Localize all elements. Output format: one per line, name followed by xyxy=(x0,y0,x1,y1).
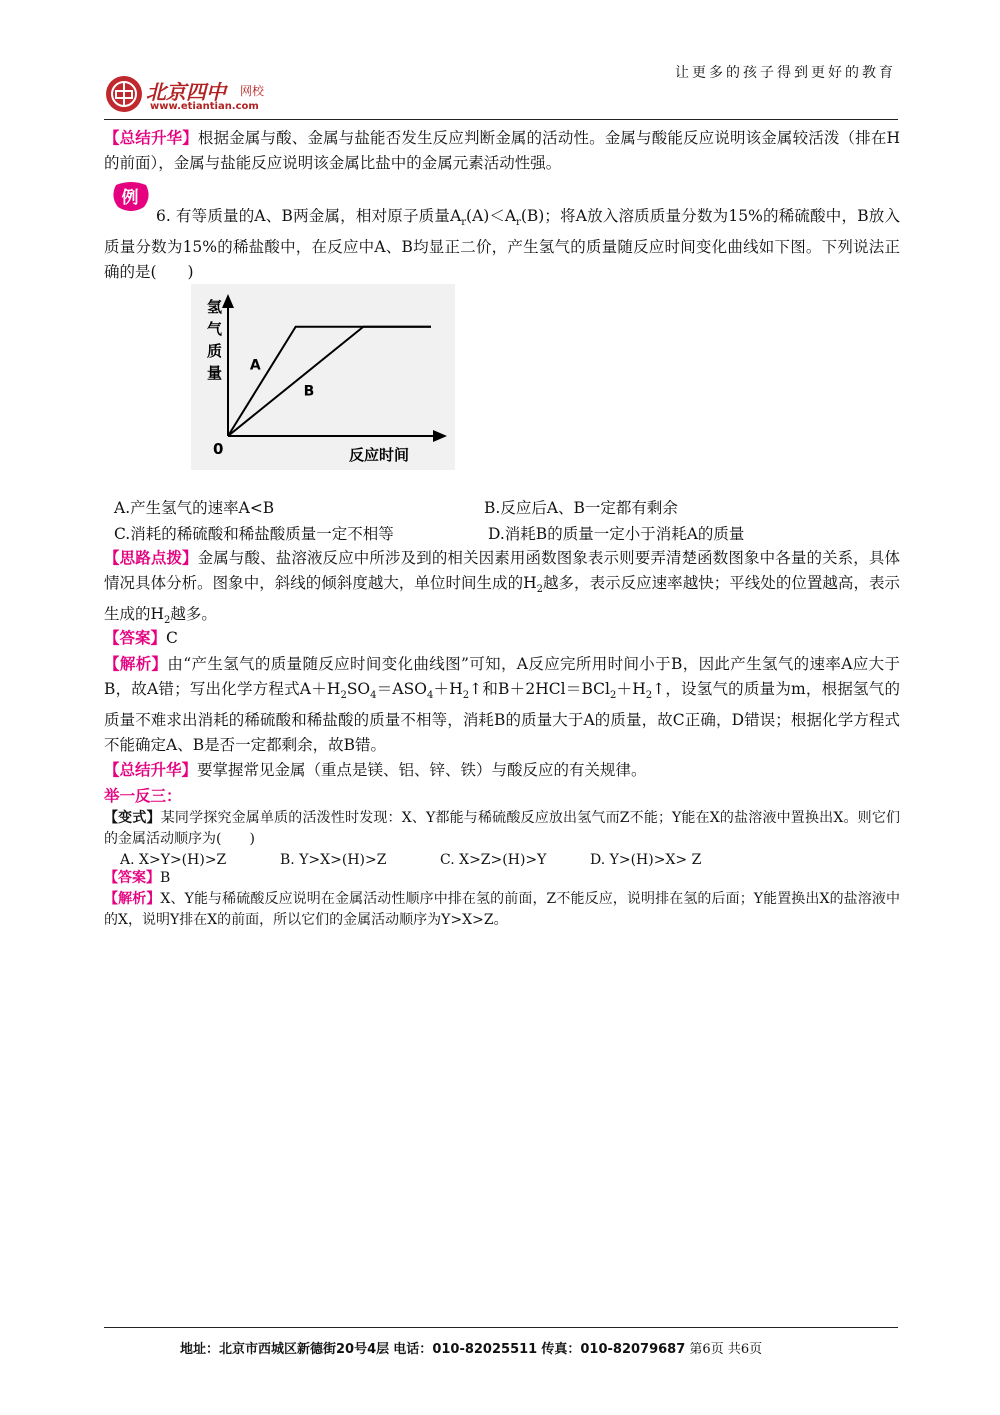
summary-2-tag: 【总结升华】 xyxy=(104,761,198,779)
y-label-char-3: 质 xyxy=(207,342,223,360)
example-stem-a: 有等质量的A、B两金属，相对原子质量A xyxy=(175,207,462,225)
footer-divider xyxy=(104,1327,898,1328)
footer-fax-label: 传真： xyxy=(541,1342,581,1357)
sub-r-2: r xyxy=(516,217,521,229)
example-number: 6. xyxy=(156,207,171,225)
practice-option-c: C. X>Z>(H)>Y xyxy=(440,852,547,868)
practice-title xyxy=(104,784,900,809)
option-c: C.消耗的稀硫酸和稀盐酸质量一定不相等 xyxy=(114,525,394,543)
footer-phone-label: 电话： xyxy=(393,1342,433,1357)
example-stem xyxy=(104,204,900,285)
practice-title-text: 举一反三： xyxy=(104,787,182,805)
header-divider xyxy=(104,119,898,120)
option-a: A.产生氢气的速率A<B xyxy=(114,499,275,517)
footer xyxy=(180,1338,762,1357)
y-label-char-4: 量 xyxy=(207,364,223,382)
an-sub-a: 2 xyxy=(340,690,347,702)
practice-answer-value: B xyxy=(160,870,171,886)
option-d: D.消耗B的质量一定小于消耗A的质量 xyxy=(488,525,745,543)
summary-paragraph-2 xyxy=(104,758,900,783)
analysis-1-p6: ＋H xyxy=(616,680,646,698)
hint-sub-2: 2 xyxy=(164,615,171,627)
analysis-1-p1: 由“产生氢气的质量随反应时间变化曲线图”可知，A反应完所用时间小于B，因此产生氢气的速率A应大于B，故A错；写出化学方程式A＋H xyxy=(104,655,900,698)
option-b: B.反应后A、B一定都有剩余 xyxy=(484,499,678,517)
series-line-a xyxy=(228,327,431,436)
example-stem-b: (A)＜A xyxy=(466,207,517,225)
graph-figure xyxy=(191,284,455,470)
analysis-1-p7: ↑，设氢气的质量为m，根据氢气的质量不难求出消耗的稀硫酸和稀盐酸的质量不相等，消耗B的质量大于A的质量，故C正确，D错误；根据化学方程式不能确定A、B是否一定都剩余，故B错。 xyxy=(104,680,900,755)
analysis-1-p2: SO xyxy=(346,680,371,698)
y-label-char-2: 气 xyxy=(207,320,223,338)
series-label-a: A xyxy=(249,357,261,374)
series-label-b: B xyxy=(303,383,315,400)
analysis-1 xyxy=(104,652,900,758)
logo-name: 北京四中 xyxy=(146,80,226,104)
answer-1 xyxy=(104,626,900,651)
practice-answer xyxy=(104,868,900,889)
practice-analysis-tag: 【解析】 xyxy=(104,891,161,907)
an-sub-b: 4 xyxy=(370,690,377,702)
an-sub-c: 4 xyxy=(426,690,434,702)
x-axis-arrow xyxy=(433,430,447,442)
hint-sub-1: 2 xyxy=(536,584,543,596)
hint-tag: 【思路点拨】 xyxy=(104,549,198,567)
practice-option-a: A. X>Y>(H)>Z xyxy=(120,852,227,868)
analysis-1-tag: 【解析】 xyxy=(104,655,168,673)
sub-r-1: r xyxy=(461,217,467,229)
footer-fax: 010-82079687 xyxy=(580,1342,686,1357)
example-badge-label: 例 xyxy=(121,188,139,208)
logo-sub: 网校 xyxy=(240,84,265,98)
hydrogen-mass-chart xyxy=(191,284,455,470)
analysis-1-p3: ＝ASO xyxy=(376,680,427,698)
an-sub-f: 2 xyxy=(645,690,653,702)
x-axis-label: 反应时间 xyxy=(349,446,410,464)
logo-url: www.etiantian.com xyxy=(150,101,259,112)
hint-text-b: 越多，表示反应速率越快；平线处的位置越高，表示生成的H xyxy=(104,574,900,624)
variant-tag: 【变式】 xyxy=(104,810,161,826)
analysis-1-p5: ↑和B＋2HCl＝BCl xyxy=(469,680,610,698)
practice-analysis xyxy=(104,889,900,931)
footer-page: 第6页 共6页 xyxy=(689,1342,763,1357)
summary-text: 根据金属与酸、金属与盐能否发生反应判断金属的活动性。金属与酸能反应说明该金属较活泼（排在H的前面），金属与盐能反应说明该金属比盐中的金属元素活动性强。 xyxy=(104,129,900,172)
summary-tag: 【总结升华】 xyxy=(104,129,198,147)
example-stem-c: (B)；将A放入溶质质量分数为15%的稀硫酸中，B放入质量分数为15%的稀盐酸中，在反应中A、B均显正二价，产生氢气的质量随反应时间变化曲线如下图。下列说法正确的是( ) xyxy=(104,207,900,282)
header-slogan: 让更多的孩子得到更好的教育 xyxy=(675,65,896,81)
y-axis-arrow xyxy=(222,294,234,308)
hint-paragraph xyxy=(104,546,900,633)
school-logo-icon xyxy=(104,74,144,114)
analysis-1-p4: ＋H xyxy=(433,680,463,698)
answer-1-value: C xyxy=(166,629,178,647)
hint-text-a: 金属与酸、盐溶液反应中所涉及到的相关因素用函数图象表示则要弄清楚函数图象中各量的关系，具体情况具体分析。图象中，斜线的倾斜度越大，单位时间生成的H xyxy=(104,549,900,592)
practice-question xyxy=(104,808,900,850)
origin-label: 0 xyxy=(213,440,224,458)
practice-analysis-text: X、Y能与稀硫酸反应说明在金属活动性顺序中排在氢的前面，Z不能反应，说明排在氢的后面；Y能置换出X的盐溶液中的X，说明Y排在X的前面，所以它们的金属活动顺序为Y>X>Z。 xyxy=(104,891,900,928)
practice-option-d: D. Y>(H)>X> Z xyxy=(590,852,702,868)
answer-1-tag: 【答案】 xyxy=(104,629,167,647)
summary-paragraph-1 xyxy=(104,126,900,176)
practice-question-text: 某同学探究金属单质的活泼性时发现：X、Y都能与稀硫酸反应放出氢气而Z不能；Y能在X的盐溶液中置换出X。则它们的金属活动顺序为( ) xyxy=(104,810,901,847)
footer-address-label: 地址： xyxy=(180,1342,220,1357)
footer-address: 北京市西城区新德街20号4层 xyxy=(219,1342,390,1357)
an-sub-d: 2 xyxy=(462,690,470,702)
practice-option-b: B. Y>X>(H)>Z xyxy=(280,852,387,868)
practice-answer-tag: 【答案】 xyxy=(104,870,160,886)
series-line-b xyxy=(228,327,431,436)
summary-2-text: 要掌握常见金属（重点是镁、铝、锌、铁）与酸反应的有关规律。 xyxy=(197,761,647,779)
y-label-char-1: 氢 xyxy=(207,298,223,316)
hint-text-c: 越多。 xyxy=(170,605,217,624)
an-sub-e: 2 xyxy=(609,690,617,702)
footer-phone: 010-82025511 xyxy=(432,1342,538,1357)
